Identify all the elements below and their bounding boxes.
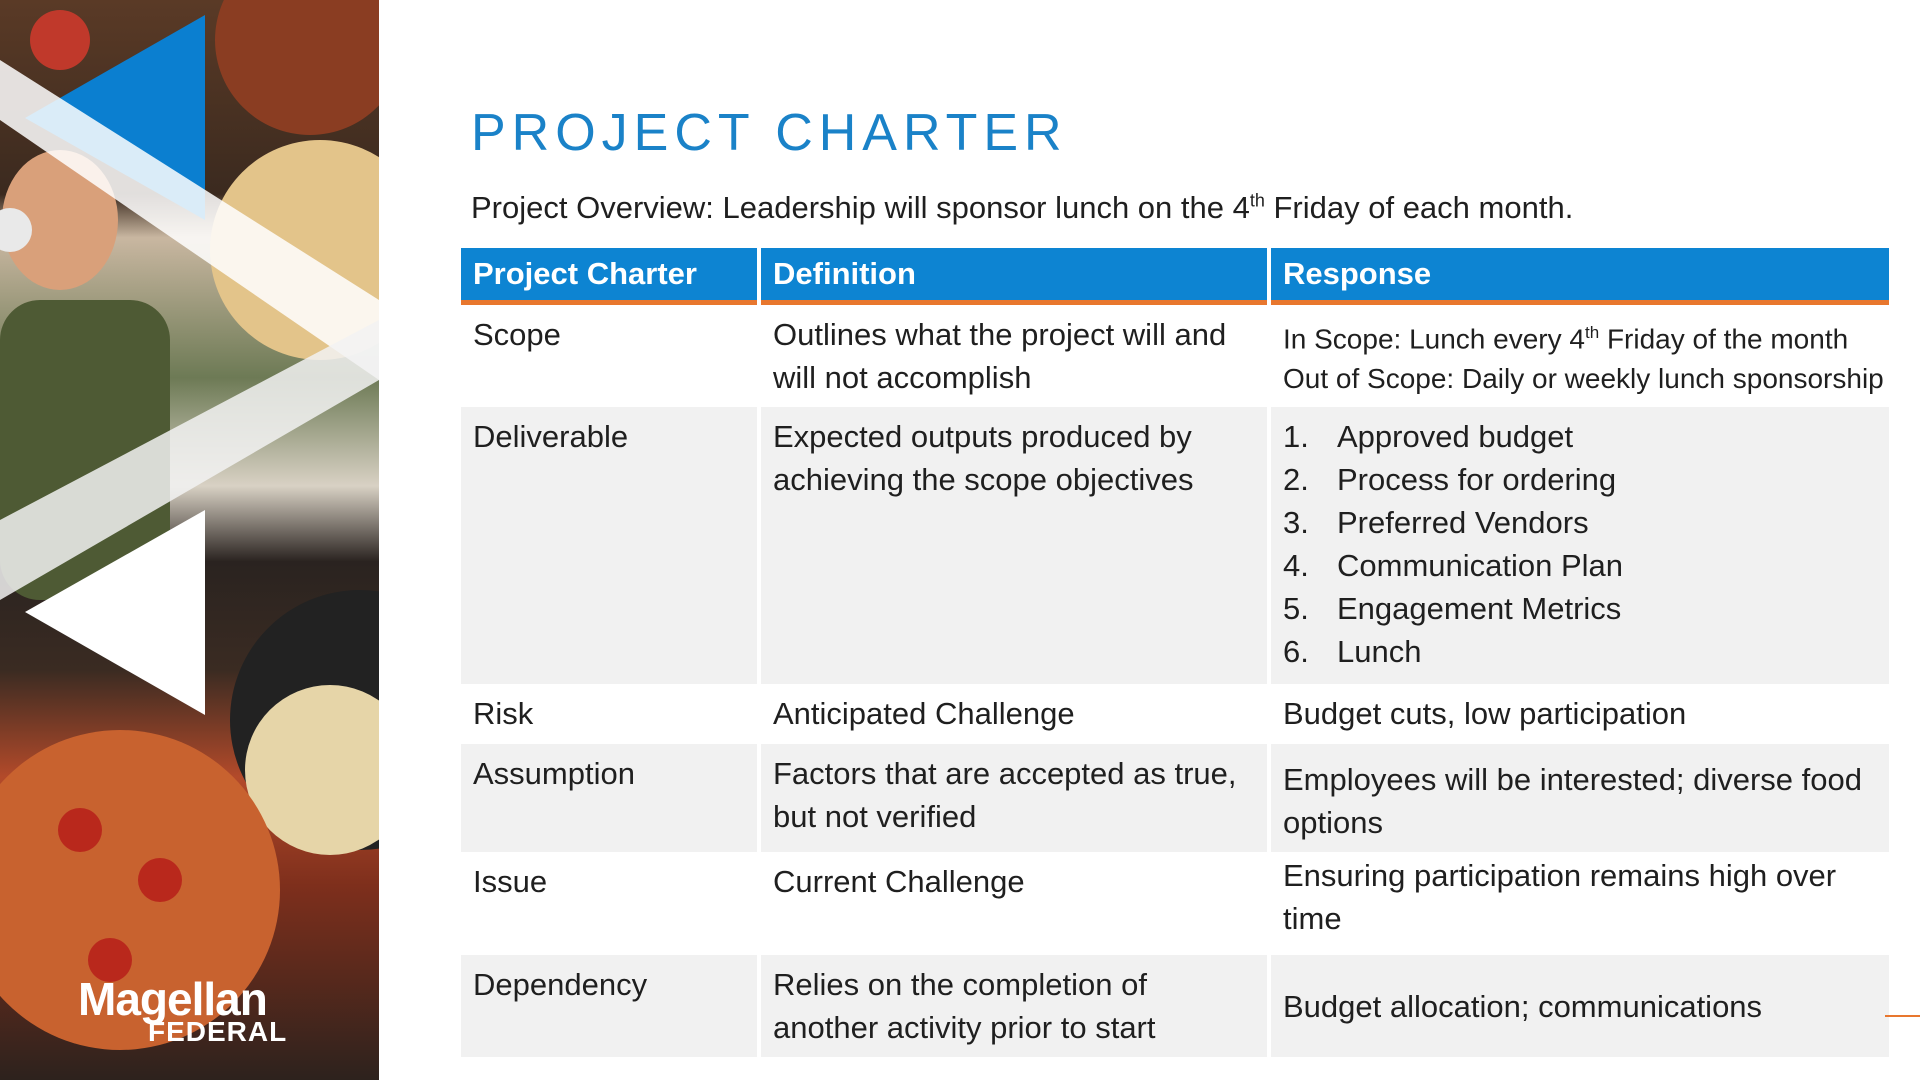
row-definition: Outlines what the project will and will not accomplish	[761, 305, 1267, 407]
header-response: Response	[1271, 248, 1889, 305]
row-charter: Scope	[461, 305, 757, 407]
table-row	[461, 684, 1889, 744]
list-item	[1283, 630, 1877, 673]
table-row	[461, 744, 1889, 852]
header-definition: Definition	[761, 248, 1267, 305]
list-item	[1283, 544, 1877, 587]
tomato-bread-plate	[215, 0, 379, 135]
row-response: Budget cuts, low participation	[1271, 684, 1889, 744]
row-response	[1271, 305, 1889, 407]
list-item	[1283, 501, 1877, 544]
list-number: 3.	[1283, 505, 1309, 541]
overview-prefix: Project Overview: Leadership will sponsor lunch on the 4	[471, 190, 1250, 225]
list-number: 2.	[1283, 462, 1309, 498]
deliverables-list	[1283, 415, 1877, 673]
list-number: 6.	[1283, 634, 1309, 670]
list-number: 1.	[1283, 419, 1309, 455]
response-line	[1283, 313, 1877, 359]
row-definition: Factors that are accepted as true, but not verified	[761, 744, 1267, 852]
list-text: Engagement Metrics	[1337, 591, 1622, 627]
pepperoni-icon	[138, 858, 182, 902]
response-line	[1283, 359, 1884, 399]
row-definition: Relies on the completion of another activity prior to start	[761, 955, 1267, 1057]
response-line-text: In Scope: Lunch every 4	[1283, 323, 1585, 355]
row-charter: Risk	[461, 684, 757, 744]
row-definition: Expected outputs produced by achieving the scope objectives	[761, 407, 1267, 684]
pepperoni-icon	[58, 808, 102, 852]
row-definition: Current Challenge	[761, 852, 1267, 955]
response-line-sup: th	[1584, 323, 1600, 342]
row-response	[1271, 407, 1889, 684]
list-text: Communication Plan	[1337, 548, 1624, 584]
table-row	[461, 852, 1889, 955]
row-charter: Issue	[461, 852, 757, 955]
row-charter: Deliverable	[461, 407, 757, 684]
table-header-row	[461, 248, 1889, 305]
slide-title: PROJECT CHARTER	[471, 104, 1068, 162]
tomato-icon	[30, 10, 90, 70]
food-photo-collage	[0, 0, 379, 1080]
list-number: 5.	[1283, 591, 1309, 627]
row-charter: Assumption	[461, 744, 757, 852]
overview-sup: th	[1249, 190, 1265, 211]
response-line-suffix: Friday of the month	[1599, 323, 1849, 355]
response-line-text: Out of Scope: Daily or weekly lunch sponsorship	[1283, 363, 1884, 395]
list-text: Lunch	[1337, 634, 1422, 670]
row-charter: Dependency	[461, 955, 757, 1057]
list-item	[1283, 587, 1877, 630]
row-response: Employees will be interested; diverse food options	[1271, 744, 1889, 852]
table-row	[461, 407, 1889, 684]
photo-shapes	[0, 0, 379, 1080]
table-row	[461, 955, 1889, 1057]
list-text: Preferred Vendors	[1337, 505, 1589, 541]
overview-suffix: Friday of each month.	[1264, 190, 1574, 225]
list-text: Process for ordering	[1337, 462, 1617, 498]
row-response: Ensuring participation remains high over time	[1271, 852, 1889, 955]
accent-rule	[1885, 1015, 1920, 1017]
logo-line2: FEDERAL	[148, 1016, 288, 1047]
list-text: Approved budget	[1337, 419, 1574, 455]
list-item	[1283, 415, 1877, 458]
logo-line1: Magellan	[78, 973, 267, 1025]
project-overview	[471, 190, 1573, 226]
row-response: Budget allocation; communications	[1271, 955, 1889, 1057]
header-project-charter: Project Charter	[461, 248, 757, 305]
table-row	[461, 305, 1889, 407]
magellan-federal-logo	[78, 973, 288, 1047]
row-definition: Anticipated Challenge	[761, 684, 1267, 744]
list-number: 4.	[1283, 548, 1309, 584]
list-item	[1283, 458, 1877, 501]
charter-table	[457, 248, 1893, 1057]
